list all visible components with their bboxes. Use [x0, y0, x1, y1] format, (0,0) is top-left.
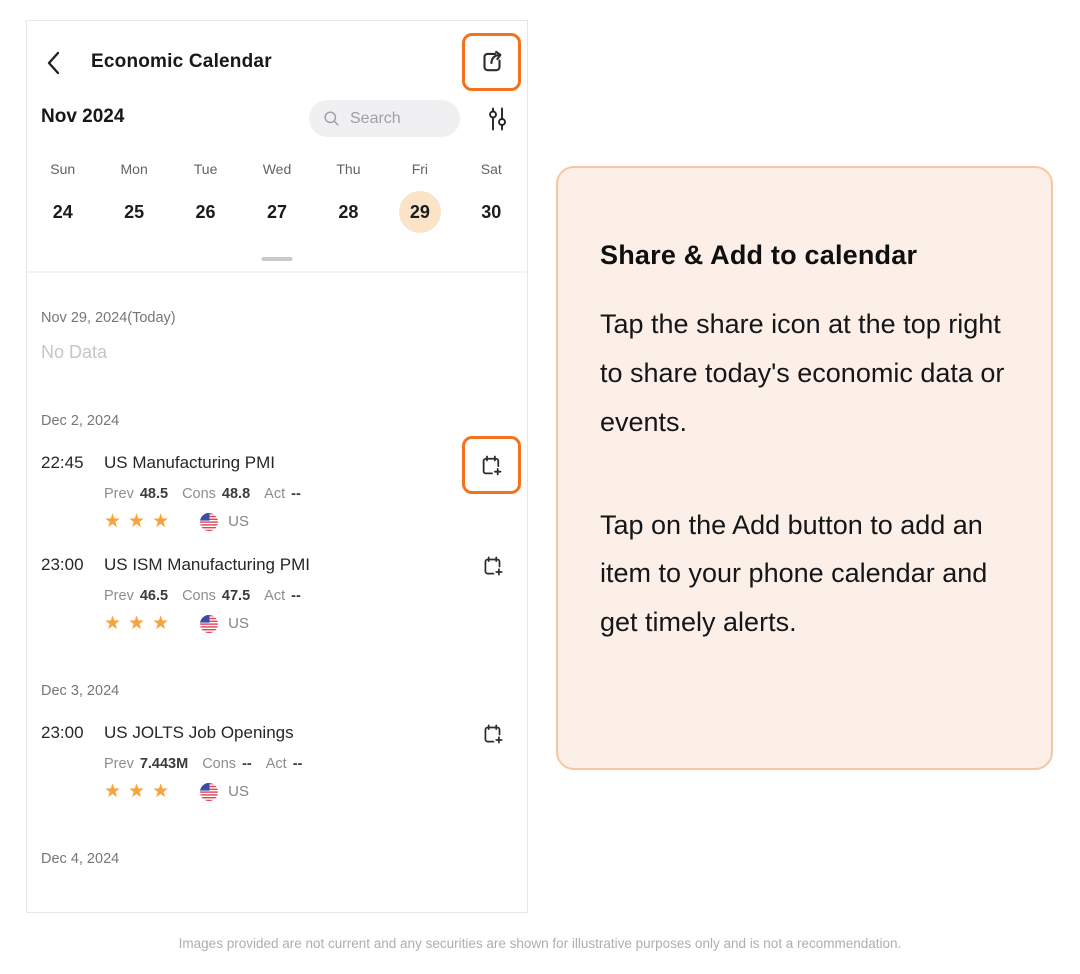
country-code: US	[228, 615, 249, 632]
calendar-plus-icon	[480, 553, 506, 579]
search-placeholder: Search	[350, 109, 401, 127]
cons-label: Cons	[202, 756, 237, 772]
date-cell[interactable]: 27	[266, 201, 287, 222]
group-date-label: Dec 3, 2024	[41, 683, 120, 699]
share-button[interactable]	[462, 33, 521, 91]
act-value: --	[292, 756, 303, 772]
date-cell[interactable]: 24	[52, 201, 73, 222]
importance-stars: ★★★	[104, 613, 177, 634]
economic-calendar-panel	[26, 20, 528, 913]
week-strip	[27, 161, 527, 233]
page-title: Economic Calendar	[91, 51, 272, 72]
group-date-label: Dec 2, 2024	[41, 413, 120, 429]
event-row[interactable]	[27, 555, 527, 633]
event-list	[27, 273, 527, 912]
weekday-label: Fri	[411, 161, 429, 177]
month-label: Nov 2024	[41, 106, 125, 127]
share-icon	[477, 47, 507, 77]
event-time: 23:00	[41, 555, 84, 574]
importance-stars: ★★★	[104, 781, 177, 802]
sliders-icon	[485, 106, 509, 132]
event-title: US JOLTS Job Openings	[104, 723, 294, 742]
cons-value: --	[242, 756, 252, 772]
date-row	[27, 191, 527, 233]
act-label: Act	[264, 588, 286, 604]
add-to-calendar-button[interactable]	[462, 436, 521, 494]
weekday-label: Mon	[120, 161, 148, 177]
search-icon	[322, 109, 341, 128]
add-to-calendar-button[interactable]	[480, 553, 506, 579]
drag-handle[interactable]	[262, 257, 293, 261]
cons-label: Cons	[182, 486, 216, 502]
group-date-label: Nov 29, 2024(Today)	[41, 310, 176, 326]
event-row[interactable]	[27, 453, 527, 531]
date-cell-selected[interactable]: 29	[384, 191, 455, 233]
us-flag-icon	[200, 783, 218, 801]
prev-value: 48.5	[139, 486, 169, 502]
us-flag-icon	[200, 513, 218, 531]
calendar-plus-icon	[480, 721, 506, 747]
event-time: 22:45	[41, 453, 84, 472]
back-button[interactable]	[39, 48, 69, 78]
act-value: --	[291, 486, 301, 502]
event-row[interactable]	[27, 723, 527, 801]
cons-label: Cons	[182, 588, 216, 604]
weekday-label: Thu	[336, 161, 361, 177]
date-cell[interactable]: 25	[124, 201, 145, 222]
act-label: Act	[265, 756, 287, 772]
prev-value: 7.443M	[139, 756, 189, 772]
cons-value: 48.8	[221, 486, 251, 502]
event-title: US Manufacturing PMI	[104, 453, 276, 472]
event-title: US ISM Manufacturing PMI	[104, 555, 310, 574]
date-cell[interactable]: 30	[481, 201, 502, 222]
search-input[interactable]	[309, 100, 460, 137]
prev-label: Prev	[104, 588, 134, 604]
filter-button[interactable]	[484, 105, 510, 133]
weekday-label: Sat	[480, 161, 502, 177]
callout-paragraph-share: Tap the share icon at the top right to share today's economic data or events.	[600, 309, 1005, 437]
cons-value: 47.5	[221, 588, 251, 604]
importance-stars: ★★★	[104, 511, 177, 532]
weekday-label: Sun	[50, 161, 76, 177]
event-detail	[104, 756, 527, 772]
us-flag-icon	[200, 615, 218, 633]
prev-label: Prev	[104, 486, 134, 502]
callout-heading: Share & Add to calendar	[600, 240, 918, 270]
act-value: --	[291, 588, 301, 604]
panel-header	[27, 33, 527, 91]
prev-value: 46.5	[139, 588, 169, 604]
tutorial-callout-card	[556, 166, 1053, 770]
month-toolbar	[41, 100, 513, 137]
country-code: US	[228, 783, 249, 800]
disclaimer-text: Images provided are not current and any securities are shown for illustrative purposes only and is not a recommendation.	[178, 936, 902, 951]
act-label: Act	[264, 486, 286, 502]
weekday-label: Wed	[262, 161, 292, 177]
date-cell[interactable]: 26	[195, 201, 216, 222]
add-to-calendar-button[interactable]	[480, 721, 506, 747]
weekday-label: Tue	[193, 161, 218, 177]
callout-paragraph-add: Tap on the Add button to add an item to your phone calendar and get timely alerts.	[600, 509, 988, 638]
prev-label: Prev	[104, 756, 134, 772]
date-cell[interactable]: 28	[338, 201, 359, 222]
chevron-left-icon	[42, 50, 66, 76]
event-detail	[104, 588, 527, 604]
weekday-row	[27, 161, 527, 177]
calendar-plus-icon	[478, 452, 505, 479]
group-date-label: Dec 4, 2024	[41, 851, 120, 867]
country-code: US	[228, 513, 249, 530]
event-time: 23:00	[41, 723, 84, 742]
no-data-text: No Data	[41, 342, 108, 362]
